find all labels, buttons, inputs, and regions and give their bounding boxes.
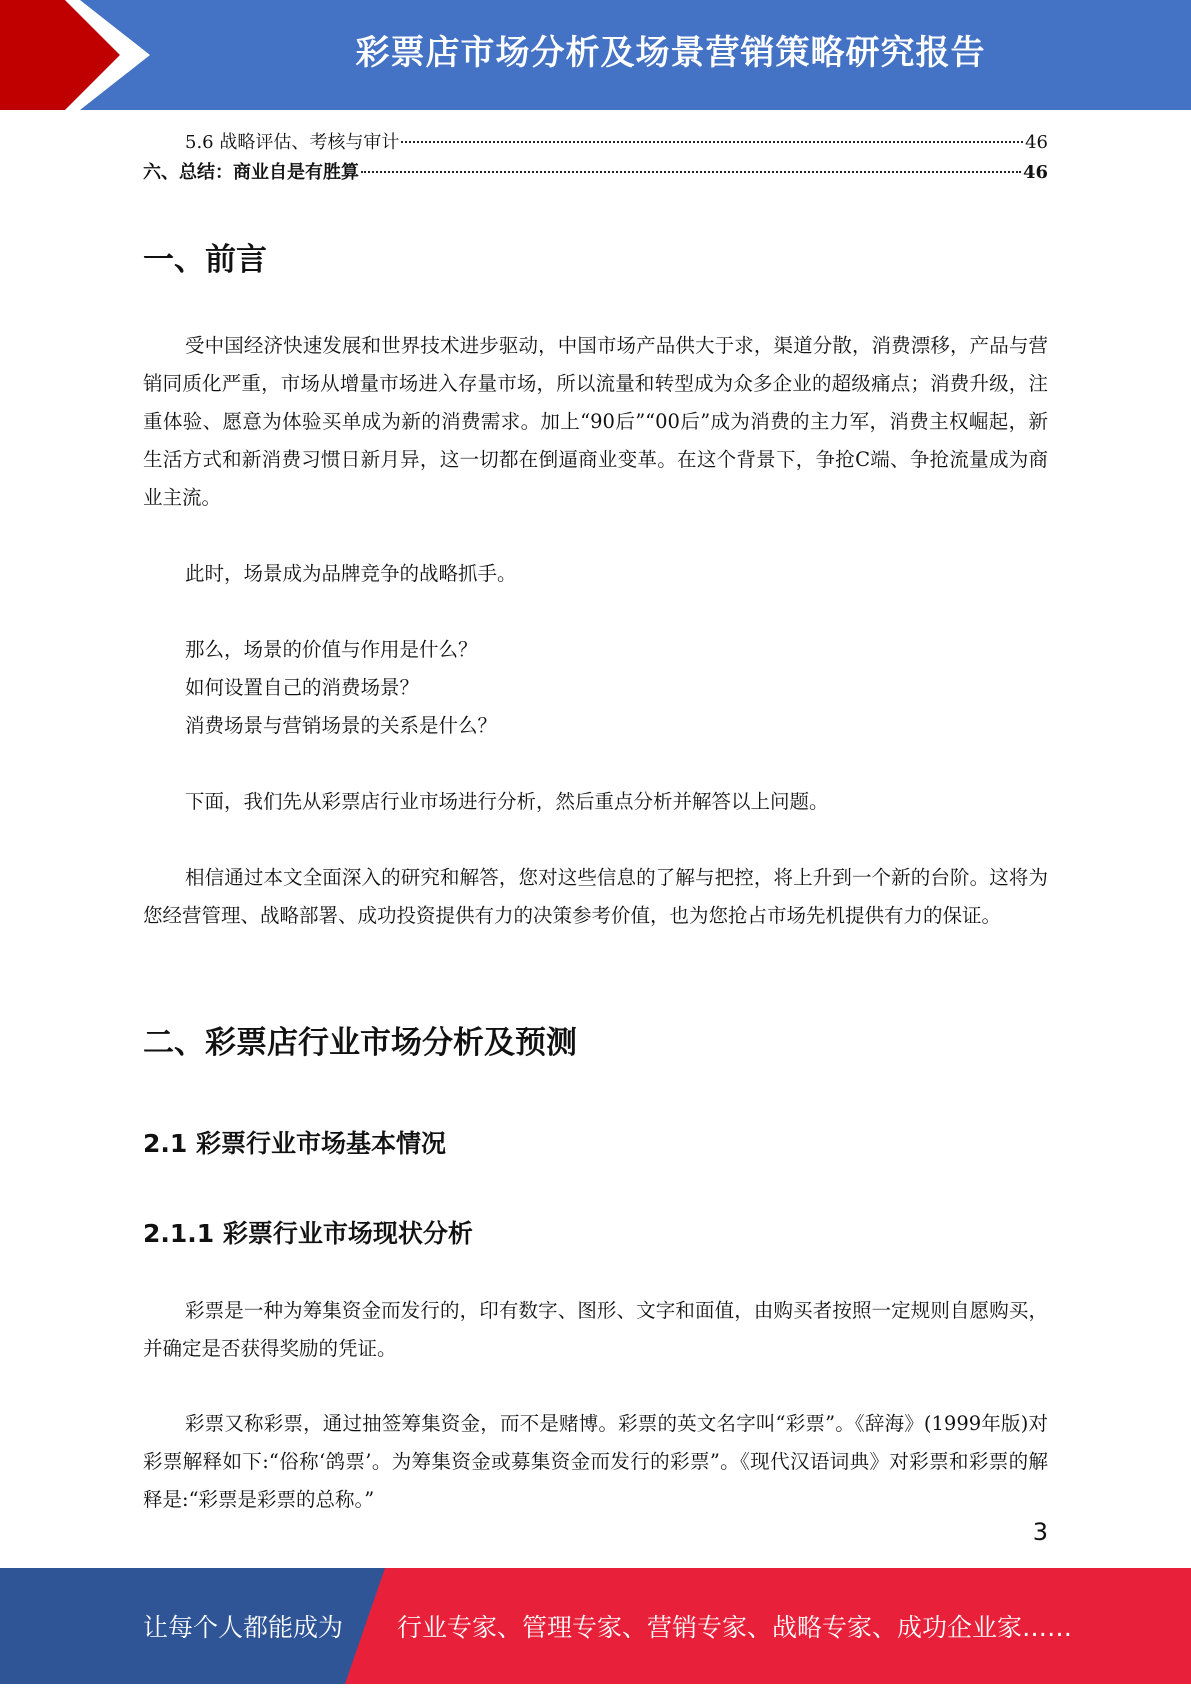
document-title: 彩票店市场分析及场景营销策略研究报告 bbox=[355, 33, 986, 73]
question-line: 消费场景与营销场景的关系是什么？ bbox=[185, 714, 498, 737]
subsection-heading: 2.1.1 彩票行业市场现状分析 bbox=[143, 1219, 473, 1248]
toc-entry[interactable] bbox=[143, 128, 1048, 158]
toc-entry-page: 46 bbox=[1022, 162, 1048, 183]
body-paragraph: 彩票是一种为筹集资金而发行的，印有数字、图形、文字和面值，由购买者按照一定规则自愿购买，并确定是否获得奖励的凭证。 bbox=[143, 1299, 1048, 1360]
question-line: 如何设置自己的消费场景？ bbox=[185, 676, 420, 699]
footer-slogan-left: 让每个人都能成为 bbox=[143, 1613, 344, 1642]
header-banner bbox=[0, 0, 1191, 110]
page-number: 3 bbox=[1032, 1518, 1048, 1546]
footer-banner bbox=[0, 1568, 1191, 1684]
toc-entry-label: 六、总结：商业自是有胜算 bbox=[143, 162, 359, 183]
toc-entry[interactable] bbox=[143, 158, 1048, 188]
body-paragraph: 彩票又称彩票，通过抽签筹集资金，而不是赌博。彩票的英文名字叫“彩票”。《辞海》(1999年版)对彩票解释如下:“俗称‘鸽票’。为筹集资金或募集资金而发行的彩票”。《现代汉语词典》对彩票和彩票的解释是:“彩票是彩票的总称。” bbox=[143, 1412, 1048, 1511]
body-paragraph: 相信通过本文全面深入的研究和解答，您对这些信息的了解与把控，将上升到一个新的台阶。这将为您经营管理、战略部署、成功投资提供有力的决策参考价值，也为您抢占市场先机提供有力的保证。 bbox=[143, 866, 1048, 927]
question-line: 那么，场景的价值与作用是什么？ bbox=[185, 638, 478, 661]
toc-leader-dots bbox=[361, 171, 1021, 173]
footer-slogan-right: 行业专家、管理专家、营销专家、战略专家、成功企业家…… bbox=[397, 1613, 1073, 1642]
toc-entry-page: 46 bbox=[1025, 132, 1048, 153]
toc-leader-dots bbox=[401, 141, 1023, 143]
section-heading: 一、前言 bbox=[143, 242, 267, 278]
section-heading: 二、彩票店行业市场分析及预测 bbox=[143, 1025, 577, 1061]
toc-entry-label: 5.6 战略评估、考核与审计 bbox=[185, 132, 400, 153]
body-paragraph: 下面，我们先从彩票店行业市场进行分析，然后重点分析并解答以上问题。 bbox=[185, 790, 829, 813]
body-paragraph: 此时，场景成为品牌竞争的战略抓手。 bbox=[185, 562, 517, 585]
body-paragraph: 受中国经济快速发展和世界技术进步驱动，中国市场产品供大于求，渠道分散，消费漂移，产品与营销同质化严重，市场从增量市场进入存量市场，所以流量和转型成为众多企业的超级痛点；消费升级，注重体验、愿意为体验买单成为新的消费需求。加上“90后”“00后”成为消费的主力军，消费主权崛起，新生活方式和新消费习惯日新月异，这一切都在倒逼商业变革。在这个背景下，争抢C端、争抢流量成为商业主流。 bbox=[143, 334, 1048, 509]
subsection-heading: 2.1 彩票行业市场基本情况 bbox=[143, 1129, 446, 1158]
